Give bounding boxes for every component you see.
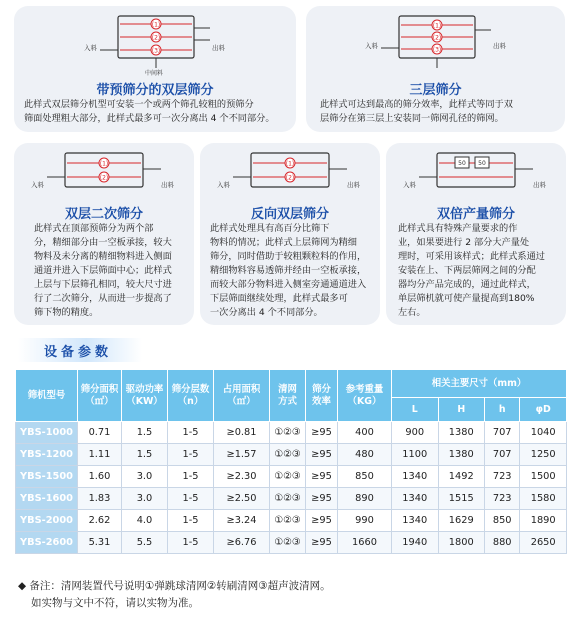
header-D: φD bbox=[520, 398, 567, 422]
diagram-pre-screen-double-layer bbox=[70, 10, 240, 76]
cell-weight: 1660 bbox=[338, 532, 392, 554]
diagram-bin-label: 50 bbox=[458, 160, 466, 167]
section-title-banner bbox=[18, 338, 142, 362]
diagram-feed-label: 入料 bbox=[31, 181, 44, 189]
table-row bbox=[16, 444, 567, 466]
card-desc bbox=[320, 98, 560, 126]
cell-layers: 1-5 bbox=[168, 466, 214, 488]
table-row bbox=[16, 422, 567, 444]
cell-power: 5.5 bbox=[122, 532, 168, 554]
cell-clean: ①②③ bbox=[270, 532, 306, 554]
card-desc-line: 精细物料容易透筛并经由一空板承接， bbox=[210, 265, 367, 276]
cell-D: 1500 bbox=[520, 466, 567, 488]
diagram-label-3: (3) bbox=[432, 46, 442, 54]
cell-power: 4.0 bbox=[122, 510, 168, 532]
cell-H: 1380 bbox=[438, 444, 485, 466]
cell-area: 0.71 bbox=[78, 422, 122, 444]
cell-D: 1890 bbox=[520, 510, 567, 532]
diagram-label-1: (1) bbox=[285, 160, 295, 168]
cell-L: 1100 bbox=[392, 444, 439, 466]
spec-table bbox=[15, 369, 567, 554]
cell-weight: 890 bbox=[338, 488, 392, 510]
card-desc-line: 筛面处理粗大部分，此样式最多可一次分离出 4 个不同部分。 bbox=[24, 113, 275, 124]
card-desc-line: 业，如果要进行 2 部分大产量处 bbox=[398, 237, 530, 248]
cell-footprint: ≥1.57 bbox=[214, 444, 270, 466]
cell-layers: 1-5 bbox=[168, 532, 214, 554]
card-desc-line: 下层筛面继续处理，此样式最多可 bbox=[210, 293, 348, 304]
diagram-discharge-label: 出料 bbox=[161, 181, 174, 189]
card-triple-layer bbox=[306, 6, 565, 132]
table-row bbox=[16, 488, 567, 510]
card-desc-line: 层筛分在第三层上安装同一筛网孔径的筛网。 bbox=[320, 113, 504, 124]
cell-efficiency: ≥95 bbox=[306, 510, 338, 532]
header-L: L bbox=[392, 398, 439, 422]
cell-footprint: ≥2.30 bbox=[214, 466, 270, 488]
cell-efficiency: ≥95 bbox=[306, 422, 338, 444]
card-title: 带预筛分的双层筛分 bbox=[96, 83, 214, 98]
diagram-discharge-label: 出料 bbox=[493, 42, 506, 50]
diagram-label-1: (1) bbox=[151, 21, 161, 29]
cell-H: 1800 bbox=[438, 532, 485, 554]
diagram-double-output bbox=[391, 147, 561, 203]
cell-weight: 480 bbox=[338, 444, 392, 466]
cell-efficiency: ≥95 bbox=[306, 532, 338, 554]
card-desc-line: 理时，可采用该样式；此样式系通过 bbox=[398, 251, 545, 262]
table-row bbox=[16, 532, 567, 554]
card-desc-line: 物料及未分离的精细物料进入侧面 bbox=[34, 251, 172, 262]
cell-area: 2.62 bbox=[78, 510, 122, 532]
diagram-discharge-label: 出料 bbox=[533, 181, 546, 189]
card-double-layer-secondary bbox=[14, 143, 194, 325]
card-title: 反向双层筛分 bbox=[250, 207, 329, 222]
cell-model: YBS-2600 bbox=[16, 532, 78, 554]
card-desc-line: 一次分离出 4 个不同部分。 bbox=[210, 307, 323, 318]
cell-area: 5.31 bbox=[78, 532, 122, 554]
cell-clean: ①②③ bbox=[270, 488, 306, 510]
cell-h: 850 bbox=[485, 510, 520, 532]
cell-D: 1250 bbox=[520, 444, 567, 466]
cell-power: 3.0 bbox=[122, 488, 168, 510]
cell-D: 1040 bbox=[520, 422, 567, 444]
header-dims: 相关主要尺寸（mm） bbox=[392, 370, 567, 398]
card-title: 三层筛分 bbox=[409, 83, 462, 98]
cell-model: YBS-1000 bbox=[16, 422, 78, 444]
diagram-bin-label: 50 bbox=[478, 160, 486, 167]
header-layers: 筛分层数 （n） bbox=[168, 370, 214, 422]
note-line: 如实物与文中不符，请以实物为准。 bbox=[31, 597, 199, 609]
diagram-label-2: (2) bbox=[151, 34, 161, 42]
card-desc-line: 左右。 bbox=[398, 307, 426, 318]
cell-power: 1.5 bbox=[122, 444, 168, 466]
header-area: 筛分面积 （㎡） bbox=[78, 370, 122, 422]
cell-efficiency: ≥95 bbox=[306, 466, 338, 488]
table-row bbox=[16, 466, 567, 488]
header-power: 驱动功率 （KW） bbox=[122, 370, 168, 422]
cell-D: 1580 bbox=[520, 488, 567, 510]
header-footprint: 占用面积 （㎡） bbox=[214, 370, 270, 422]
card-pre-screen-double-layer bbox=[14, 6, 296, 132]
card-desc-line: 此样式可达到最高的筛分效率，此样式等同于双 bbox=[320, 99, 513, 110]
diagram-feed-label: 入料 bbox=[217, 181, 230, 189]
card-desc-line: 上层与下层筛孔相同，较大尺寸进 bbox=[34, 279, 172, 290]
card-desc-line: 此样式具有特殊产量要求的作 bbox=[398, 223, 518, 234]
cell-h: 880 bbox=[485, 532, 520, 554]
diagram-label-2: (2) bbox=[432, 34, 442, 42]
header-h: h bbox=[485, 398, 520, 422]
diagram-double-layer-secondary bbox=[19, 147, 189, 203]
diagram-middle-label: 中间料 bbox=[145, 70, 164, 76]
card-desc-line: 物料的情况；此样式上层筛网为精细 bbox=[210, 237, 357, 248]
diagram-feed-label: 入料 bbox=[84, 44, 97, 52]
cell-layers: 1-5 bbox=[168, 488, 214, 510]
cell-h: 707 bbox=[485, 422, 520, 444]
cell-L: 900 bbox=[392, 422, 439, 444]
cell-model: YBS-2000 bbox=[16, 510, 78, 532]
cell-L: 1940 bbox=[392, 532, 439, 554]
cell-efficiency: ≥95 bbox=[306, 444, 338, 466]
card-desc-line: 通道并进入下层筛面中心；此样式 bbox=[34, 265, 172, 276]
note-line: ◆ 备注：清网装置代号说明①弹跳球清网②转刷清网③超声波清网。 bbox=[18, 580, 331, 592]
notes bbox=[18, 578, 331, 612]
cell-efficiency: ≥95 bbox=[306, 488, 338, 510]
cell-weight: 850 bbox=[338, 466, 392, 488]
cell-model: YBS-1600 bbox=[16, 488, 78, 510]
cell-D: 2650 bbox=[520, 532, 567, 554]
card-desc-line: 行了二次筛分，从而进一步提高了 bbox=[34, 293, 172, 304]
card-desc bbox=[34, 222, 192, 320]
cell-H: 1492 bbox=[438, 466, 485, 488]
cell-model: YBS-1200 bbox=[16, 444, 78, 466]
cell-h: 723 bbox=[485, 488, 520, 510]
card-desc-line: 此样式双层筛分机型可安装一个或两个筛孔较粗的预筛分 bbox=[24, 99, 254, 110]
section-title: 设备参数 bbox=[44, 345, 113, 360]
header-H: H bbox=[438, 398, 485, 422]
header-model: 筛机型号 bbox=[16, 370, 78, 422]
cell-footprint: ≥6.76 bbox=[214, 532, 270, 554]
cell-clean: ①②③ bbox=[270, 422, 306, 444]
card-desc-line: 此样式在顶部预筛分为两个部 bbox=[34, 223, 154, 234]
card-desc-line: 分，精细部分由一空板承接，较大 bbox=[34, 237, 172, 248]
cell-h: 723 bbox=[485, 466, 520, 488]
card-desc-line: 而较大部分物料进入侧室旁通通道进入 bbox=[210, 279, 367, 290]
diagram-reverse-double-layer bbox=[205, 147, 375, 203]
header-clean: 清网 方式 bbox=[270, 370, 306, 422]
cell-area: 1.83 bbox=[78, 488, 122, 510]
diagram-label-1: (1) bbox=[99, 160, 109, 168]
card-desc-line: 筛分，同时借助于较粗颗粒料的作用， bbox=[210, 251, 367, 262]
card-double-output bbox=[386, 143, 566, 325]
cell-footprint: ≥0.81 bbox=[214, 422, 270, 444]
cell-footprint: ≥2.50 bbox=[214, 488, 270, 510]
card-title: 双倍产量筛分 bbox=[436, 207, 515, 222]
diagram-discharge-label: 出料 bbox=[347, 181, 360, 189]
card-desc-line: 筛下物的精度。 bbox=[34, 307, 99, 318]
cell-L: 1340 bbox=[392, 466, 439, 488]
header-weight: 参考重量 （KG） bbox=[338, 370, 392, 422]
card-desc-line: 安装在上、下两层筛网之间的分配 bbox=[398, 265, 536, 276]
cell-layers: 1-5 bbox=[168, 422, 214, 444]
cell-area: 1.60 bbox=[78, 466, 122, 488]
cell-model: YBS-1500 bbox=[16, 466, 78, 488]
diagram-label-2: (2) bbox=[285, 174, 295, 182]
cell-H: 1380 bbox=[438, 422, 485, 444]
card-desc-line: 器均分产品完成的，通过此样式， bbox=[398, 279, 536, 290]
diagram-label-3: (3) bbox=[151, 47, 161, 55]
cell-clean: ①②③ bbox=[270, 444, 306, 466]
cell-power: 3.0 bbox=[122, 466, 168, 488]
table-row bbox=[16, 510, 567, 532]
cell-h: 707 bbox=[485, 444, 520, 466]
cell-layers: 1-5 bbox=[168, 510, 214, 532]
diagram-feed-label: 入料 bbox=[365, 42, 378, 50]
cell-clean: ①②③ bbox=[270, 466, 306, 488]
card-reverse-double-layer bbox=[200, 143, 380, 325]
cell-L: 1340 bbox=[392, 488, 439, 510]
diagram-label-1: (1) bbox=[432, 22, 442, 30]
cell-H: 1515 bbox=[438, 488, 485, 510]
card-desc bbox=[210, 222, 378, 320]
header-efficiency: 筛分 效率 bbox=[306, 370, 338, 422]
diagram-feed-label: 入料 bbox=[403, 181, 416, 189]
diagram-discharge-label: 出料 bbox=[212, 44, 225, 52]
card-title: 双层二次筛分 bbox=[64, 207, 143, 222]
cell-weight: 400 bbox=[338, 422, 392, 444]
card-desc bbox=[398, 222, 564, 320]
cell-footprint: ≥3.24 bbox=[214, 510, 270, 532]
cell-L: 1340 bbox=[392, 510, 439, 532]
cell-clean: ①②③ bbox=[270, 510, 306, 532]
cell-weight: 990 bbox=[338, 510, 392, 532]
cell-layers: 1-5 bbox=[168, 444, 214, 466]
diagram-triple-layer bbox=[351, 10, 521, 76]
cell-power: 1.5 bbox=[122, 422, 168, 444]
card-desc-line: 单层筛机就可使产量提高到180% bbox=[398, 293, 535, 304]
diagram-label-2: (2) bbox=[99, 174, 109, 182]
card-desc bbox=[24, 98, 290, 126]
card-desc-line: 此样式处理具有高百分比筛下 bbox=[210, 223, 330, 234]
cell-area: 1.11 bbox=[78, 444, 122, 466]
cell-H: 1629 bbox=[438, 510, 485, 532]
